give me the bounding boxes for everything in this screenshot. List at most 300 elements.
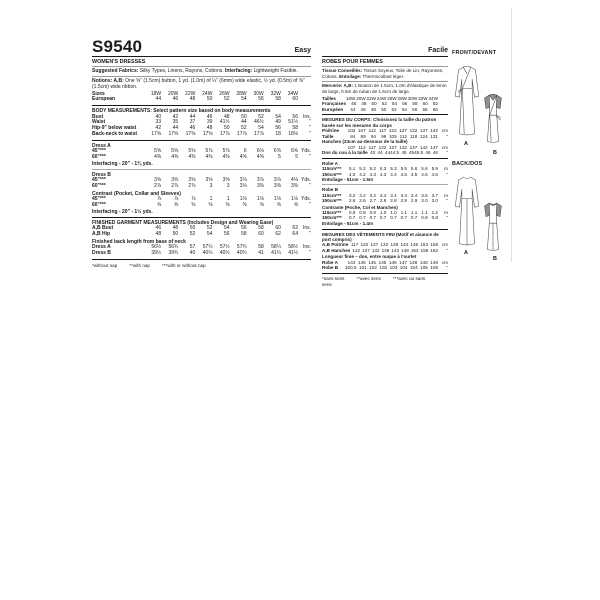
table-cell: 54 bbox=[391, 101, 398, 107]
table-cell: 148 bbox=[410, 242, 419, 248]
table-cell: 3.7 bbox=[431, 192, 438, 198]
table-cell: 2.9 bbox=[410, 198, 418, 203]
row-label: 60"*** bbox=[92, 182, 106, 189]
table-cell: ⅝ bbox=[276, 201, 281, 208]
table-cell: 52 bbox=[391, 106, 397, 112]
text-segment: ***avec ou sans sens bbox=[322, 276, 426, 288]
row-label: 150cm*** bbox=[322, 171, 342, 177]
table-cell: 48 bbox=[172, 225, 179, 232]
table-cell: 147 bbox=[399, 259, 407, 265]
table-cell: 22W bbox=[366, 95, 376, 101]
table-cell: 3⅛ bbox=[239, 182, 247, 189]
table-cell: 105 bbox=[388, 133, 397, 139]
french-column bbox=[322, 30, 448, 288]
text-segment: Entoilage: bbox=[339, 73, 362, 79]
row-values bbox=[144, 97, 298, 103]
table-cell: 3.4 bbox=[410, 192, 418, 198]
table-cell: 1 bbox=[209, 196, 213, 203]
table-cell: 122 bbox=[388, 128, 397, 134]
row-label: A,B Hanches bbox=[322, 247, 351, 253]
table-cell: 132 bbox=[399, 144, 407, 150]
table-cell: 50 bbox=[381, 106, 387, 112]
row-values bbox=[144, 251, 298, 257]
finished-measurements-table-french bbox=[322, 242, 448, 253]
text-segment: 1 Bouton de 1.5cm, 1.0m d'élastique de 6mm de large, 0.5m de ruban de 1.5cm de large. bbox=[322, 83, 447, 94]
body-measurements-table-french bbox=[322, 128, 448, 155]
table-cell: 4⅝ bbox=[239, 154, 247, 161]
table-cell: 17⅞ bbox=[254, 131, 264, 138]
table-cell: 44 bbox=[377, 150, 383, 156]
table-cell: 3.0 bbox=[431, 198, 438, 203]
row-label: 45"*** bbox=[92, 196, 106, 203]
row-values bbox=[368, 150, 438, 156]
body-measurements-heading: BODY MEASUREMENTS: Select pattern size based on body measurements bbox=[92, 108, 271, 115]
title-english: WOMEN'S DRESSES bbox=[92, 57, 311, 67]
table-cell: 58 bbox=[422, 106, 428, 112]
row-values bbox=[350, 248, 438, 254]
table-cell: 58 bbox=[258, 244, 264, 251]
table-cell: 144 bbox=[347, 259, 356, 265]
table-cell: 57 bbox=[189, 244, 196, 251]
table-cell: 3.5 bbox=[421, 192, 428, 198]
unit-cell: Ins. bbox=[302, 244, 311, 251]
row-values bbox=[144, 155, 298, 161]
table-cell: 89 bbox=[360, 133, 366, 139]
table-cell: 60 bbox=[432, 106, 438, 112]
row-values bbox=[144, 232, 298, 238]
table-cell: 158 bbox=[420, 247, 429, 253]
table-cell: 24W bbox=[376, 95, 387, 101]
finished-measurements-table bbox=[92, 226, 311, 238]
table-cell: 50 bbox=[223, 125, 230, 132]
table-cell: 0.8 bbox=[421, 215, 428, 221]
table-cell: 122 bbox=[352, 247, 361, 253]
text-segment: One ⅝" (1.5cm) button, 1 yd. (1.0m) of ¼" (6mm) wide elastic, ½ yd. (0.5m) of ⅝" (1.5cm) wide ribbon. bbox=[92, 78, 305, 90]
table-cell: 5⅞ bbox=[222, 148, 230, 155]
table-cell: 62 bbox=[275, 231, 281, 238]
table-cell: 56¾ bbox=[168, 244, 179, 251]
table-cell: 3⅞ bbox=[273, 177, 281, 184]
table-cell: 94 bbox=[370, 133, 376, 139]
finished-measurements-heading-french: MESURES DES VÊTEMENTS FINI (Motif et aisance de port compris) bbox=[322, 231, 439, 242]
table-cell: 46 bbox=[425, 150, 431, 156]
table-cell: 18W bbox=[150, 90, 162, 97]
table-cell: 34W bbox=[428, 95, 438, 101]
table-cell: 39 bbox=[206, 119, 213, 126]
table-cell: 142 bbox=[419, 144, 428, 150]
table-cell: 143 bbox=[400, 242, 409, 248]
table-cell: 131 bbox=[430, 133, 438, 139]
table-cell: 44 bbox=[241, 119, 247, 126]
divider bbox=[322, 158, 448, 159]
table-cell: 56½ bbox=[151, 244, 162, 251]
notions-paragraph-french bbox=[322, 82, 448, 96]
table-cell: 2.8 bbox=[390, 198, 397, 203]
table-cell: 49 bbox=[275, 119, 281, 126]
table-cell: 40 bbox=[155, 113, 162, 120]
unit-cell: " bbox=[309, 182, 311, 189]
table-cell: 4⅝ bbox=[256, 154, 264, 161]
contraste-table bbox=[322, 210, 448, 221]
table-cell: 143 bbox=[391, 247, 400, 253]
divider bbox=[92, 140, 311, 141]
table-cell: 0.7 bbox=[390, 215, 397, 221]
interfacing-contrast-note: Interfacing - 20" - 1½ yds. bbox=[92, 208, 153, 215]
table-cell: 163 bbox=[430, 247, 438, 253]
table-cell: 3.4 bbox=[379, 192, 387, 198]
table-cell: 124 bbox=[419, 133, 428, 139]
table-cell: 40¾ bbox=[236, 250, 247, 257]
table-cell: 5.9 bbox=[431, 166, 438, 171]
unit-cell: " bbox=[309, 131, 311, 138]
table-cell: 52 bbox=[381, 101, 387, 107]
table-cell: 48 bbox=[361, 101, 367, 107]
row-label: 115cm*** bbox=[322, 209, 342, 215]
table-cell: 46 bbox=[206, 113, 213, 120]
table-row bbox=[92, 97, 311, 103]
table-cell: 3⅝ bbox=[188, 177, 196, 184]
table-cell: 60 bbox=[292, 96, 298, 103]
unit-cell: Ins. bbox=[302, 113, 311, 120]
unit-cell: Yds. bbox=[300, 148, 311, 155]
table-cell: 30W bbox=[407, 95, 418, 101]
table-cell: 3⅜ bbox=[273, 182, 281, 189]
text-segment: Mercerie: A,B: bbox=[322, 83, 353, 89]
text-segment: Lightweight Fusible. bbox=[252, 68, 298, 74]
table-cell: 52 bbox=[223, 96, 230, 103]
table-cell: 147 bbox=[430, 144, 438, 150]
table-cell: 54 bbox=[241, 96, 247, 103]
table-cell: 60 bbox=[258, 231, 264, 238]
table-cell: 46 bbox=[432, 150, 438, 156]
divider bbox=[92, 259, 311, 260]
text-segment: Suggested Fabrics: bbox=[92, 68, 139, 74]
table-cell: 112 bbox=[358, 144, 366, 150]
difficulty-label-english: Easy bbox=[294, 47, 311, 54]
text-segment: Interfacing: bbox=[225, 68, 253, 74]
table-cell: 54 bbox=[223, 225, 230, 232]
table-cell: 117 bbox=[378, 128, 387, 134]
row-label: Tailles bbox=[322, 95, 336, 101]
table-cell: 1⅛ bbox=[273, 196, 281, 203]
table-cell: 0.7 bbox=[379, 215, 387, 221]
table-cell: 4.4 bbox=[390, 171, 397, 177]
table-cell: 4⅜ bbox=[222, 154, 230, 161]
table-cell: 18 bbox=[275, 131, 281, 138]
table-cell: 20W bbox=[167, 90, 179, 97]
table-cell: 44 bbox=[350, 106, 356, 112]
table-cell: 132 bbox=[371, 247, 380, 253]
table-cell: 6 bbox=[243, 148, 247, 155]
finished-back-length-table-french bbox=[322, 260, 448, 271]
unit-cell: " bbox=[309, 119, 311, 126]
finished-back-length-heading-french: Longueur finie – dos, entre nuque à l'ourlet bbox=[322, 254, 417, 260]
table-cell: 37 bbox=[189, 119, 196, 126]
table-cell: 101 bbox=[359, 265, 367, 271]
contrast-table bbox=[92, 197, 311, 209]
unit-cell: " bbox=[309, 154, 311, 161]
table-cell: 4.6 bbox=[431, 171, 438, 177]
unit-cell: " bbox=[446, 133, 448, 139]
table-cell: ⅝ bbox=[174, 201, 179, 208]
finished-back-length-heading: Finished back length from base of neck bbox=[92, 239, 186, 246]
interfacing-a-note: Interfacing - 20" - 1⅜ yds. bbox=[92, 161, 153, 168]
row-label: Sizes bbox=[92, 90, 105, 97]
table-cell: 6⅛ bbox=[256, 148, 264, 155]
table-row bbox=[322, 198, 448, 204]
table-cell: 51½ bbox=[288, 119, 298, 126]
unit-cell: " bbox=[309, 125, 311, 132]
unit-cell: " bbox=[446, 215, 448, 221]
table-cell: 127 bbox=[362, 247, 370, 253]
table-cell: 137 bbox=[419, 128, 428, 134]
table-cell: 5.2 bbox=[369, 166, 376, 171]
row-label: Dress A bbox=[92, 244, 111, 251]
masthead bbox=[92, 30, 311, 57]
table-cell: ⅞ bbox=[191, 196, 196, 203]
table-cell: 44 bbox=[189, 113, 196, 120]
table-cell: 5 bbox=[278, 154, 281, 161]
table-cell: 4.2 bbox=[359, 171, 366, 177]
illustration-panel bbox=[452, 30, 509, 268]
table-cell: 20W bbox=[356, 95, 366, 101]
table-cell: 100.5 bbox=[345, 265, 357, 271]
robe-b-table bbox=[322, 193, 448, 204]
table-cell: 2.8 bbox=[379, 198, 387, 203]
table-cell: 50 bbox=[172, 231, 179, 238]
table-cell: 107 bbox=[357, 128, 366, 134]
row-label: Back-neck to waist bbox=[92, 131, 138, 138]
table-cell: 0.7 bbox=[359, 215, 366, 221]
table-cell: 48 bbox=[206, 125, 213, 132]
row-label: 45"*** bbox=[92, 177, 106, 184]
table-cell: 42 bbox=[172, 113, 179, 120]
table-cell: 2.7 bbox=[369, 198, 376, 203]
table-cell: 145 bbox=[357, 259, 366, 265]
table-cell: 127 bbox=[399, 128, 407, 134]
table-cell: 3⅝ bbox=[222, 177, 230, 184]
table-cell: 3⅜ bbox=[256, 182, 264, 189]
table-cell: 43 bbox=[370, 150, 376, 156]
unit-cell: " bbox=[446, 150, 448, 156]
dress-a-front-illustration bbox=[452, 61, 482, 139]
table-cell: 5⅞ bbox=[205, 148, 213, 155]
table-cell: 122 bbox=[360, 242, 369, 248]
table-cell: 2⅞ bbox=[154, 182, 162, 189]
table-cell: ⅝ bbox=[191, 201, 196, 208]
unit-cell: " bbox=[309, 201, 311, 208]
table-cell: 57¾ bbox=[236, 244, 247, 251]
divider bbox=[322, 184, 448, 185]
text-segment: Silky Types, Linens, Rayons, Cottons. bbox=[138, 68, 226, 74]
dress-a-heading: Dress A bbox=[92, 143, 111, 150]
row-label: 60"*** bbox=[92, 201, 106, 208]
row-label: Bust bbox=[92, 113, 104, 120]
unit-cell: cm bbox=[441, 144, 448, 150]
table-cell: 5⅝ bbox=[154, 148, 162, 155]
table-cell: ⅝ bbox=[242, 201, 247, 208]
table-cell: 5.3 bbox=[390, 166, 397, 171]
table-cell: 58 bbox=[275, 96, 281, 103]
row-label: Françaises bbox=[322, 101, 347, 107]
table-cell: 26W bbox=[387, 95, 397, 101]
table-cell: 34W bbox=[287, 90, 298, 97]
table-cell: 148 bbox=[401, 247, 409, 253]
table-cell: 64 bbox=[292, 231, 298, 238]
table-cell: 3.2 bbox=[359, 192, 366, 198]
unit-cell: " bbox=[309, 231, 311, 238]
table-cell: 46 bbox=[351, 101, 357, 107]
unit-cell: " bbox=[309, 250, 311, 257]
table-cell: 1 bbox=[226, 196, 230, 203]
table-cell: 1⅛ bbox=[291, 196, 298, 203]
row-label: Hip-9" below waist bbox=[92, 125, 137, 132]
table-cell: 50 bbox=[206, 96, 213, 103]
dress-b-table bbox=[92, 178, 311, 190]
dress-b-front-illustration bbox=[479, 90, 507, 146]
table-cell: 28W bbox=[397, 95, 407, 101]
table-cell: 2.6 bbox=[359, 198, 366, 203]
table-cell: 142 bbox=[430, 128, 438, 134]
table-row bbox=[322, 248, 448, 254]
table-cell: 46 bbox=[189, 125, 196, 132]
table-cell: 33 bbox=[155, 119, 162, 126]
text-segment: ***with or without nap bbox=[161, 262, 206, 268]
table-cell: 107 bbox=[347, 144, 356, 150]
text-segment: **avec sens bbox=[356, 276, 381, 282]
table-cell: 48 bbox=[370, 106, 376, 112]
table-cell: 4⅜ bbox=[154, 154, 162, 161]
view-a-back-label: A bbox=[464, 250, 468, 256]
row-label: 115cm*** bbox=[322, 166, 342, 171]
title-french: ROBES POUR FEMMES bbox=[322, 57, 448, 67]
robe-a-table bbox=[322, 166, 448, 177]
table-cell: 62 bbox=[432, 101, 438, 107]
text-segment: *without nap bbox=[92, 262, 118, 268]
table-cell: 106 bbox=[430, 265, 438, 271]
table-cell: 0.7 bbox=[348, 215, 356, 221]
body-measurements-table bbox=[92, 115, 311, 139]
table-cell: 3⅝ bbox=[205, 177, 213, 184]
table-cell: 1.0 bbox=[390, 209, 397, 215]
table-cell: 56 bbox=[241, 225, 247, 232]
table-cell: 46 bbox=[360, 106, 366, 112]
table-cell: 58¼ bbox=[271, 244, 281, 251]
row-values bbox=[345, 107, 438, 113]
table-cell: 1.0 bbox=[379, 209, 387, 215]
row-label: European bbox=[92, 96, 116, 103]
table-cell: 56 bbox=[258, 96, 264, 103]
table-cell: ⅝ bbox=[156, 201, 162, 208]
table-cell: 5.2 bbox=[359, 166, 366, 171]
row-label: Poitrine bbox=[322, 128, 340, 134]
table-cell: 4⅜ bbox=[188, 154, 196, 161]
pattern-number: S9540 bbox=[92, 37, 143, 56]
table-cell: 30W bbox=[253, 90, 264, 97]
front-views-label: FRONT/DEVANT bbox=[452, 50, 497, 56]
dress-b-heading: Dress B bbox=[92, 171, 111, 178]
table-cell: 3.2 bbox=[369, 192, 376, 198]
table-cell: 17⅝ bbox=[185, 131, 196, 138]
table-cell: 102 bbox=[369, 265, 377, 271]
table-cell: 41½ bbox=[219, 119, 230, 126]
table-cell: 138 bbox=[390, 242, 399, 248]
table-row bbox=[322, 265, 448, 271]
table-cell: 2⅞ bbox=[188, 182, 196, 189]
text-segment: Tissus Conseillés: bbox=[322, 68, 363, 73]
table-cell: 5.6 bbox=[410, 166, 418, 171]
contraste-heading: Contraste (Poche, Col et Manches) bbox=[322, 204, 398, 210]
table-cell: 3⅞ bbox=[256, 177, 264, 184]
row-label: A,B Bust bbox=[92, 225, 114, 232]
row-label: 45"*** bbox=[92, 148, 106, 155]
table-cell: 4.3 bbox=[379, 171, 387, 177]
table-cell: 122 bbox=[378, 144, 387, 150]
unit-cell: " bbox=[446, 171, 448, 177]
table-cell: 4⅜ bbox=[205, 154, 213, 161]
row-label: 150cm*** bbox=[322, 215, 342, 221]
table-cell: 17⅝ bbox=[168, 131, 179, 138]
fabrics-paragraph bbox=[92, 67, 311, 77]
table-cell: 3.4 bbox=[390, 192, 397, 198]
row-label: 115cm*** bbox=[322, 192, 342, 198]
table-cell: 4⅛ bbox=[291, 177, 298, 184]
table-cell: 127 bbox=[388, 144, 397, 150]
table-cell: 57½ bbox=[219, 244, 230, 251]
table-cell: 17⅞ bbox=[219, 131, 230, 138]
size-table-french bbox=[322, 96, 448, 113]
table-cell: 56 bbox=[223, 231, 230, 238]
table-cell: 44 bbox=[172, 125, 179, 132]
table-cell: 3⅜ bbox=[291, 182, 298, 189]
body-measurements-heading-french: MESURES DU CORPS: Choisissez la taille du patron basée sur les mesures du corps bbox=[322, 117, 437, 128]
table-cell: 5⅝ bbox=[171, 148, 179, 155]
table-cell: 3⅞ bbox=[239, 177, 247, 184]
table-cell: 52 bbox=[189, 231, 196, 238]
table-cell: 60 bbox=[275, 225, 281, 232]
table-cell: 42 bbox=[155, 125, 162, 132]
table-cell: 1.1 bbox=[400, 209, 407, 215]
dress-a-table bbox=[92, 149, 311, 161]
table-cell: 45 bbox=[401, 150, 407, 156]
fabrics-paragraph-french bbox=[322, 67, 448, 82]
table-cell: 103 bbox=[389, 265, 398, 271]
row-label: A,B Poitrine bbox=[322, 242, 349, 248]
table-cell: 58½ bbox=[288, 244, 298, 251]
table-cell: 1⅛ bbox=[239, 196, 247, 203]
table-cell: 48 bbox=[189, 96, 196, 103]
table-cell: 56 bbox=[412, 106, 418, 112]
robe-b-heading: Robe B bbox=[322, 187, 339, 193]
entoilage-contraste-note: Entoilage - 51cm - 1.4m bbox=[322, 220, 374, 226]
table-cell: 4.5 bbox=[400, 171, 407, 177]
row-label: Waist bbox=[92, 119, 106, 126]
table-cell: 1.2 bbox=[431, 209, 438, 215]
table-cell: 32W bbox=[270, 90, 281, 97]
table-cell: 5⅝ bbox=[188, 148, 196, 155]
dress-a-back-illustration bbox=[452, 171, 482, 249]
row-values bbox=[345, 198, 438, 204]
unit-cell: " bbox=[446, 198, 448, 203]
difficulty-label-french: Facile bbox=[428, 47, 448, 54]
table-row bbox=[92, 184, 311, 190]
table-cell: 153 bbox=[410, 247, 419, 253]
unit-cell: Yds. bbox=[300, 177, 311, 184]
panel-edge-line bbox=[511, 8, 512, 262]
table-cell: 5.5 bbox=[400, 166, 407, 171]
table-cell: 117 bbox=[350, 242, 359, 248]
table-cell: 102 bbox=[347, 128, 356, 134]
